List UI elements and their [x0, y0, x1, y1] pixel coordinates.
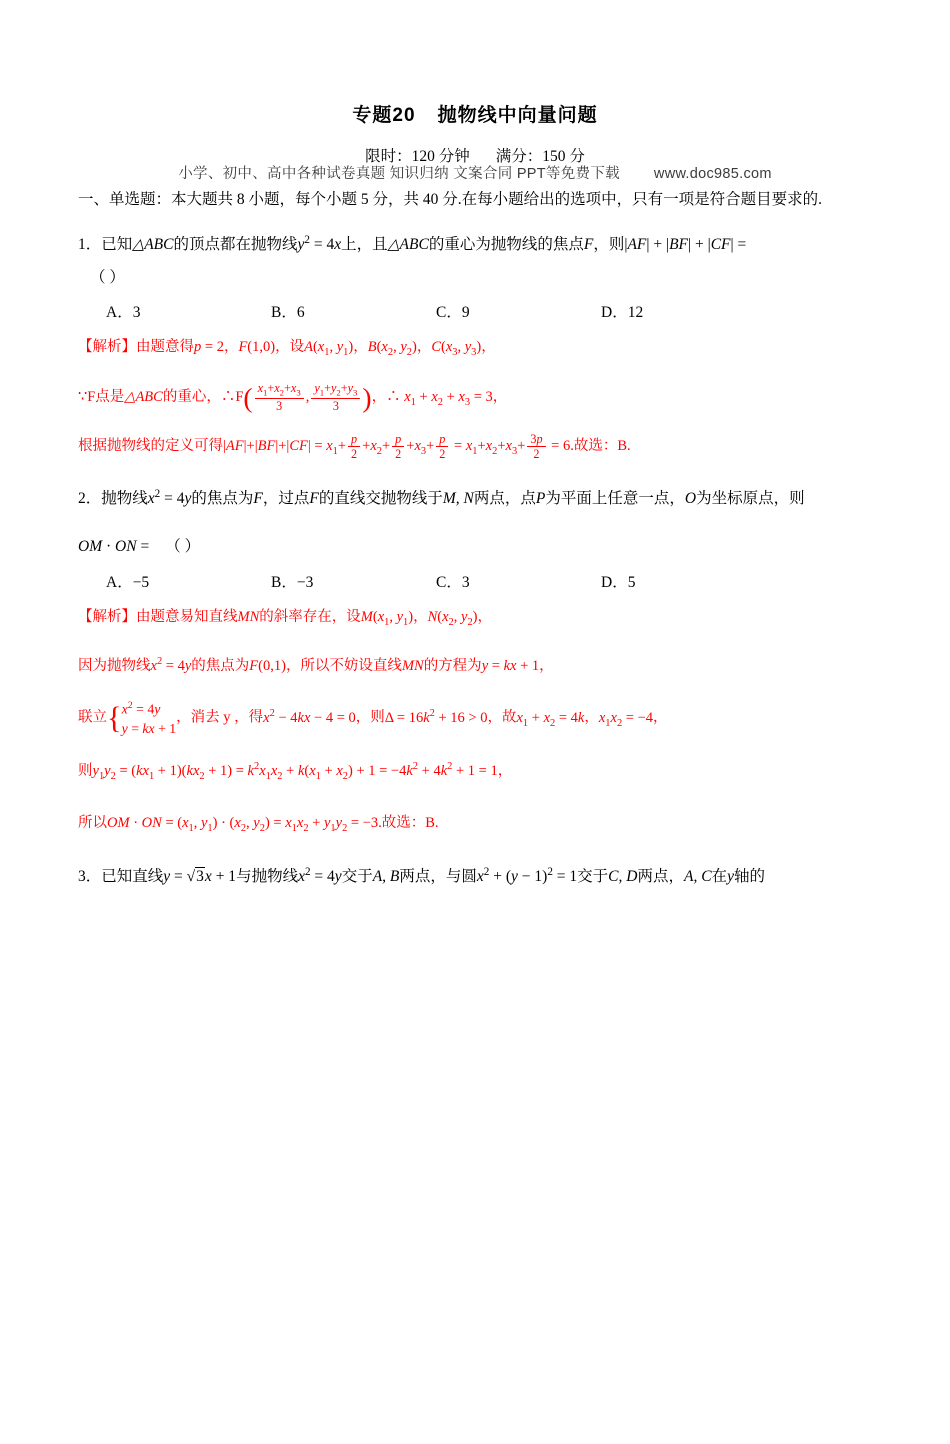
q2-text-2: 的焦点为: [191, 489, 254, 507]
q3-text-6: 两点，: [637, 868, 684, 886]
q1-sol-therefore-F: ∴F: [220, 388, 244, 405]
q3-text-2: 与抛物线: [236, 868, 299, 886]
watermark-text: 小学、初中、高中各种试卷真题 知识归纳 文案合同 PPT等免费下载: [178, 166, 620, 182]
title-main: 抛物线中向量问题: [437, 105, 598, 126]
q2-choice-paren: （ ）: [165, 538, 201, 556]
q2-sol-line-1: [78, 600, 872, 635]
q1-sol-F-point: F(1,0): [238, 339, 276, 356]
q2-sol-system-brace: {: [107, 701, 122, 736]
q1-sol-triangle: △ABC: [124, 388, 163, 405]
q2-sol-t10: ，则: [355, 710, 385, 727]
q2-sol-c2: ，: [477, 608, 493, 625]
q3-text-7: 在: [711, 868, 728, 886]
q2-point-O: O: [684, 489, 697, 507]
q2-sol-line-4: [78, 754, 872, 789]
question-3: [78, 861, 872, 894]
q1-text-3: 上，且: [341, 236, 388, 254]
question-1-solution: [78, 330, 872, 464]
q2-option-a[interactable]: A．−5: [106, 573, 150, 591]
q1-triangle-1: △ABC: [132, 236, 174, 254]
time-limit: 限时：120 分钟: [365, 148, 470, 165]
q1-sol-c1: ，: [223, 339, 239, 356]
question-1-number: 1．: [78, 236, 102, 254]
q1-option-c[interactable]: C．9: [436, 304, 470, 322]
q2-text-7: 为坐标原点，则: [696, 489, 805, 507]
watermark-url: www.doc985.com: [653, 166, 772, 182]
q1-triangle-2: △ABC: [387, 236, 429, 254]
q1-sol-c4: ，: [416, 339, 432, 356]
q2-sol-N-point: $N(x_2$, $y_2$): [427, 608, 478, 628]
q2-sol-quadratic: $x^2 - 4kx - 4 = 0$: [263, 708, 356, 727]
q3-text-3: 交于: [341, 868, 373, 886]
q1-option-d[interactable]: D．12: [601, 304, 644, 322]
q2-sol-discriminant: $\Delta = 16k^2 + 16 > 0$: [384, 708, 488, 727]
q2-sol-t6: ，所以不妨设直线: [285, 658, 402, 675]
q2-sol-t2: 的斜率存在，: [259, 608, 347, 625]
q2-sol-MN-2: MN: [401, 658, 424, 675]
q1-eq-parabola: $y^2 = 4x$: [297, 234, 342, 254]
q2-sol-t11: ，故: [487, 710, 517, 727]
total-score: 满分：150 分: [495, 148, 585, 165]
q1-sol-t5: 根据抛物线的定义可得: [78, 438, 223, 455]
q2-sol-t7: 的方程为: [423, 658, 482, 675]
q1-text-1: 已知: [101, 236, 133, 254]
q2-point-F2: F: [309, 489, 319, 507]
q1-sol-c3: ，: [353, 339, 368, 356]
q2-sol-tag: 【解析】: [78, 608, 136, 625]
q1-sol-line-1: [78, 330, 872, 365]
q1-sol-A-point: $A(x_1$, $y_1$): [304, 339, 354, 359]
q2-sol-prod-roots: $x_1x_2 = -4$: [598, 710, 654, 730]
q2-sol-line-eq: y = kx + 1: [481, 658, 540, 675]
q2-sol-t8: 联立: [78, 710, 107, 727]
q2-sol-c6: ，: [497, 763, 513, 780]
q2-sol-c4: ，: [584, 710, 599, 727]
q2-sol-t13: 所以: [78, 814, 107, 831]
q1-sol-B-point: $B(x_2$, $y_2$): [367, 339, 417, 359]
q2-sol-line-MN: MN: [237, 608, 260, 625]
q1-sol-answer: .故选：B.: [570, 438, 631, 455]
q2-focus-F: F: [253, 489, 263, 507]
question-2: [78, 483, 872, 564]
q2-sol-sum-roots: $x_1 + x_2 = 4k$: [516, 710, 585, 730]
q2-sol-t12: 则: [78, 763, 93, 780]
q2-expression: OM · ON =: [78, 538, 150, 556]
q2-sol-line-2: [78, 649, 872, 683]
q3-points-AC: A, C: [683, 868, 712, 886]
question-3-number: 3．: [78, 868, 102, 886]
question-1: [78, 229, 872, 294]
q3-parabola-eq: $x^2 = 4y$: [298, 866, 342, 886]
q1-sol-t4: 的重心，: [162, 388, 221, 405]
question-2-solution: [78, 600, 872, 841]
q2-sol-c5: ，: [653, 710, 668, 727]
q2-sol-answer: .故选：B.: [378, 814, 439, 831]
q1-sol-c5: ，: [481, 339, 496, 356]
q1-sol-c7: ，: [492, 388, 508, 405]
q1-sol-C-point: $C(x_3$, $y_3$): [431, 339, 482, 359]
q1-sol-t1: 由题意得: [136, 339, 194, 356]
q2-text-1: 抛物线: [101, 489, 148, 507]
question-2-number: 2．: [78, 489, 102, 507]
q2-sol-t5: 的焦点为: [191, 658, 250, 675]
question-1-options: [78, 300, 872, 322]
q1-sol-tag: 【解析】: [78, 339, 136, 356]
q2-sol-c3: ，: [539, 658, 554, 675]
q2-text-6: 为平面上任意一点，: [545, 489, 685, 507]
title-prefix: 专题20: [352, 105, 416, 126]
q2-sol-c1: ，: [413, 608, 428, 625]
document-page: [0, 100, 950, 1444]
q2-text-5: 两点，点: [473, 489, 536, 507]
q1-expression: |AF| + |BF| + |CF| =: [624, 236, 747, 254]
watermark-banner: [0, 162, 950, 183]
q3-points-AB: A, B: [372, 868, 400, 886]
q3-axis-y: y: [727, 868, 734, 886]
q1-sol-sum-x: ∴ $x_1 + x_2 + x_3 = 3$: [386, 388, 493, 408]
q3-points-CD: C, D: [608, 868, 638, 886]
q1-option-b[interactable]: B．6: [271, 304, 305, 322]
q1-sol-final-expr: $|AF|+|BF|+|CF| = x_1+$ $\frac{p}{2}$ $+x_2+$ $\frac{p}{2}$ $+x_3+$ $\frac{p}{2}$ = $x_1+x_2+x_3+$ $\frac{3p}{2}$ = 6: [223, 431, 571, 462]
q3-circle-eq: $x^2 + (y - 1)^2 = 1$: [476, 866, 578, 886]
q2-sol-t4: 因为抛物线: [78, 658, 151, 675]
q2-text-4: 的直线交抛物线于: [318, 489, 443, 507]
page-title: [78, 100, 872, 127]
q2-sol-t9: ，消去 y ，得: [176, 710, 264, 727]
q1-text-5: ，则: [593, 236, 625, 254]
section-header: 一、单选题：本大题共 8 小题，每个小题 5 分，共 40 分.在每小题给出的选项中，只有一项是符合题目要求的.: [78, 191, 823, 208]
q3-text-8: 轴的: [733, 868, 765, 886]
q2-sol-t1: 由题意易知直线: [136, 608, 238, 625]
q2-sol-system: $x^2 = 4y$ y = kx + 1: [121, 700, 177, 736]
q2-text-3: ，过点: [262, 489, 310, 507]
q1-sol-because-F: ∵F: [78, 388, 96, 405]
q2-option-c[interactable]: C．3: [436, 573, 470, 591]
q1-sol-p-value: p = 2: [194, 339, 224, 356]
q1-sol-line-3: [78, 429, 872, 464]
q2-sol-y1y2: $y_1y_2 = (kx_1 + 1)(kx_2 + 1) = k^2x_1x_2 + k(x_1 + x_2) + 1 = -4k^2 + 4k^2 + 1 = 1$: [92, 761, 498, 783]
q1-sol-centroid: ∴F( $\frac{x_1+x_2+x_3}{3}$ , $\frac{y_1+y_2+y_3}{3}$ ): [220, 381, 372, 414]
q3-text-1: 已知直线: [101, 868, 164, 886]
q1-text-4: 的重心为抛物线的焦点: [428, 236, 584, 254]
q3-text-5: 交于: [577, 868, 609, 886]
q2-option-d[interactable]: D．5: [601, 573, 636, 591]
q2-sol-M-point: $M(x_1$, $y_1$): [360, 608, 414, 628]
q2-sol-line-5: [78, 806, 872, 841]
q2-eq-parabola: $x^2 = 4y$: [147, 487, 192, 507]
question-2-options: [78, 570, 872, 592]
q2-sol-dot-product: OM · ON = ($x_1$, $y_1) \cdot (x_2$, $y_2) = x_1x_2 + y_1y_2 = -3$: [107, 814, 379, 834]
q1-sol-c6: ，: [371, 388, 387, 405]
q1-sol-c2: ，: [275, 339, 290, 356]
q1-text-2: 的顶点都在抛物线: [173, 236, 298, 254]
q3-line-eq: y = √3x + 1: [163, 868, 237, 886]
q1-option-a[interactable]: A．3: [106, 304, 141, 322]
q2-sol-t3: 设: [346, 608, 361, 625]
q2-sol-parabola: $x^2 = 4y$: [150, 656, 192, 675]
q1-choice-paren: （ ）: [90, 268, 125, 286]
q1-sol-t3: 点是: [95, 388, 125, 405]
q2-sol-line-3: [78, 699, 872, 738]
q1-focus-F: F: [583, 236, 594, 254]
q2-sol-F-point: F(0,1): [249, 658, 286, 675]
q2-option-b[interactable]: B．−3: [271, 573, 314, 591]
q2-point-P: P: [535, 489, 546, 507]
q1-sol-line-2: [78, 380, 872, 415]
q3-text-4: 两点，与圆: [399, 868, 477, 886]
q1-sol-t2: 设: [289, 339, 305, 356]
q2-points-MN: M, N: [442, 489, 474, 507]
